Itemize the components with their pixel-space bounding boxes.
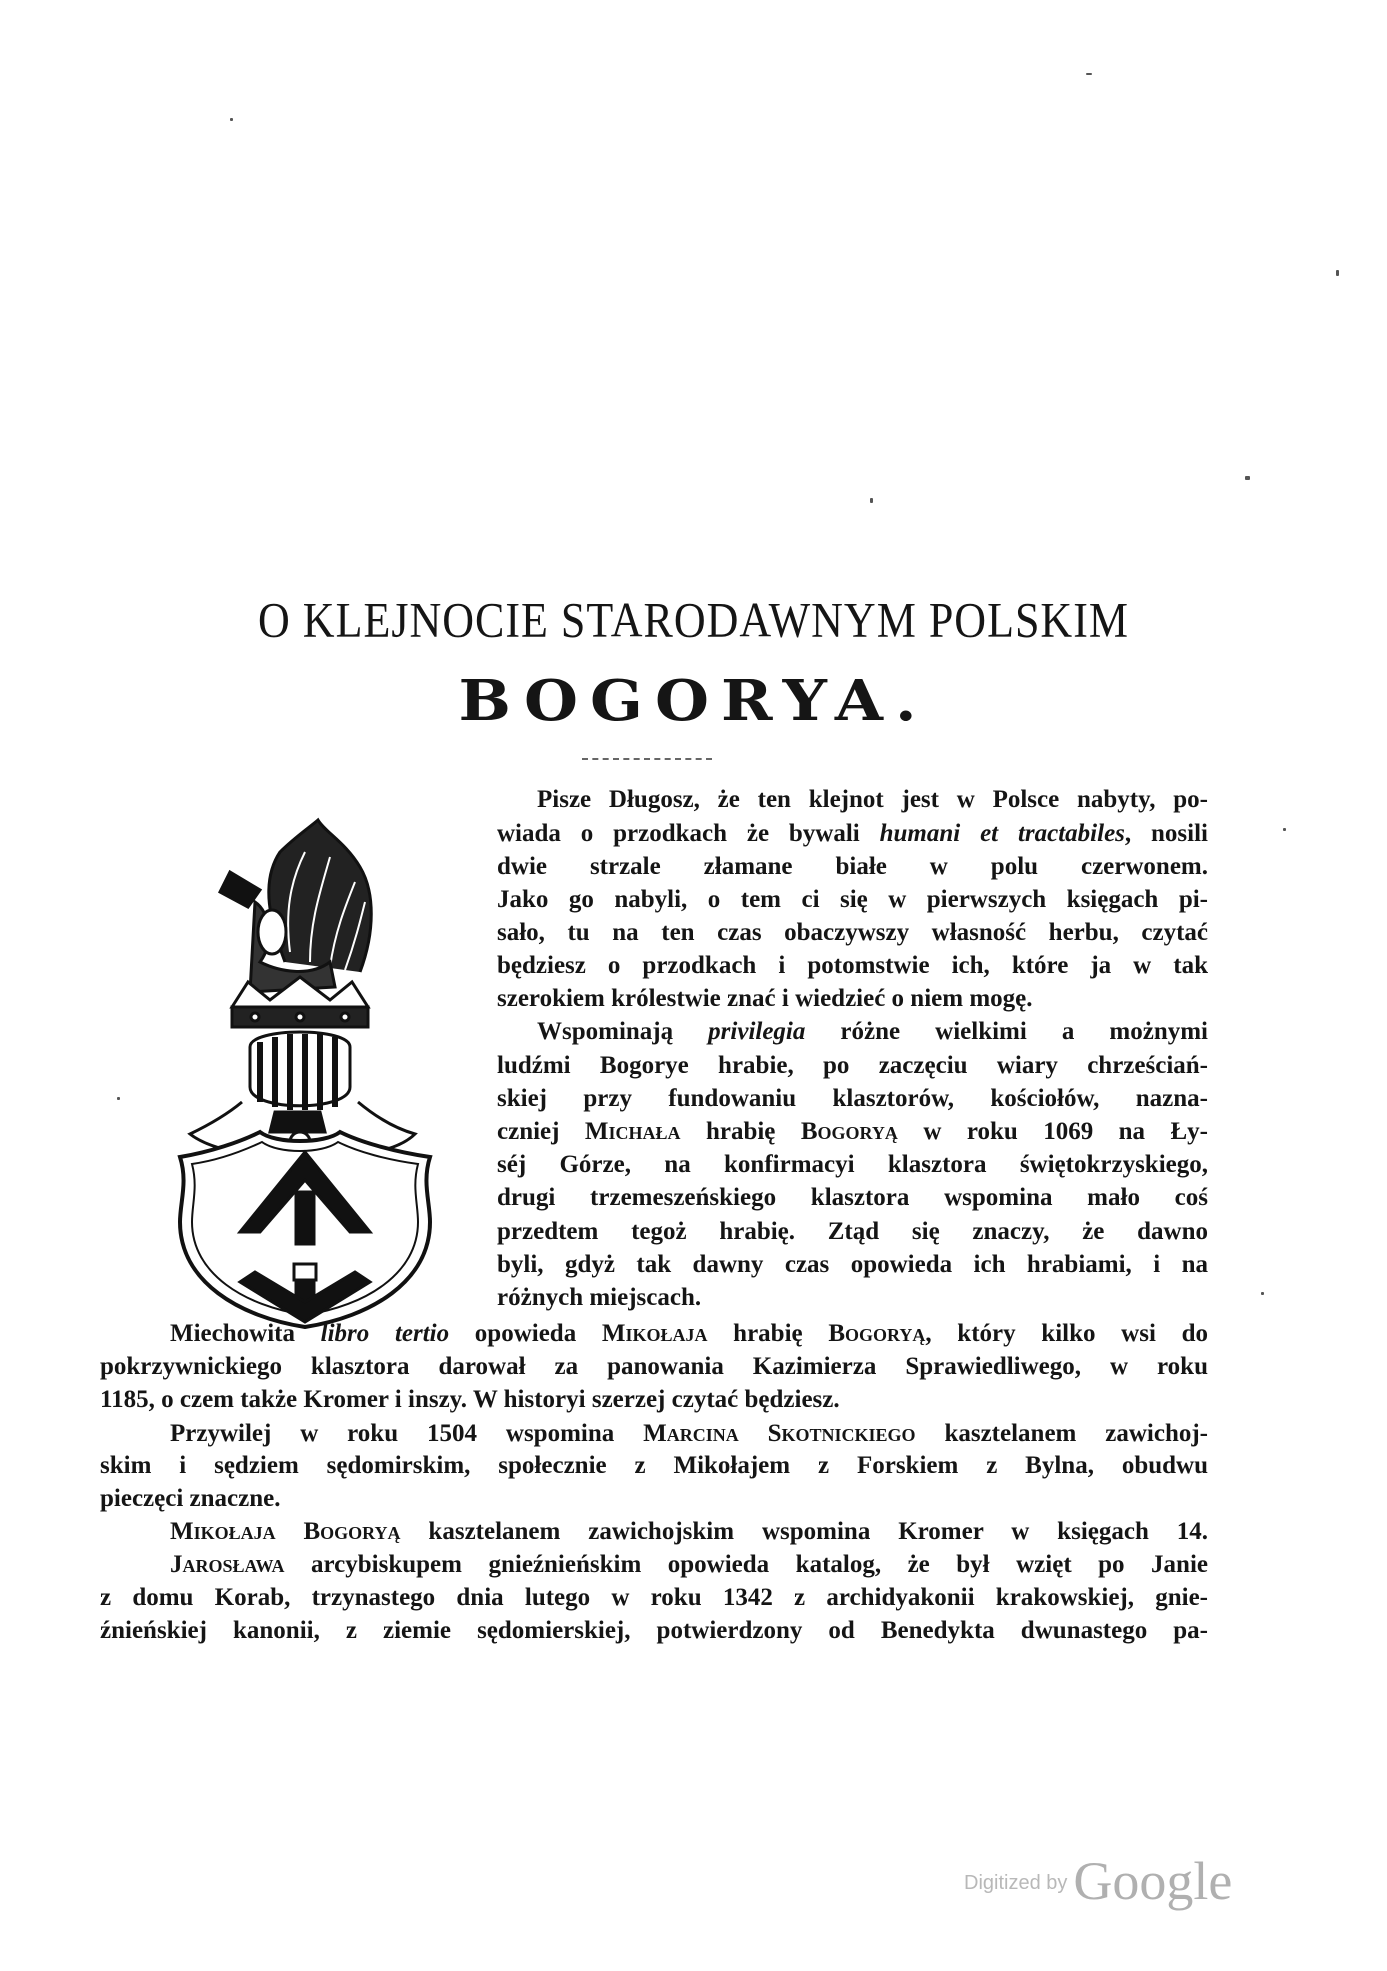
text-line [497,886,1208,914]
text-segment: kasztelanem zawichoj- [915,1420,1209,1447]
text-line [170,1420,1208,1448]
text-segment: Pisze Długosz, że ten klejnot jest w Polsce nabyty, po- [537,786,1208,813]
text-line [170,1551,1208,1579]
text-segment: byli, gdyż tak dawny czas opowieda ich hrabiami, i na [497,1251,1208,1278]
text-segment: Mikołaja [601,1320,708,1347]
text-line [497,1151,1208,1179]
text-segment: różne wielkimi a możnymi [805,1018,1208,1045]
page-subtitle: BOGORYA. [458,667,929,734]
divider-rule [582,758,712,760]
text-segment: Przywilej w roku 1504 wspomina [170,1420,644,1447]
text-line [497,853,1208,881]
text-line [497,820,1208,848]
text-line [100,1353,1208,1381]
text-line [497,952,1208,980]
text-line [100,1584,1208,1612]
digitized-by-google-watermark [964,1850,1232,1920]
text-segment: szerokiem królestwie znać i wiedzieć o niem mogę. [497,985,1033,1012]
text-segment: kasztelanem zawichojskim wspomina Kromer w księgach 14. [400,1518,1208,1545]
text-line [497,919,1208,947]
text-segment: różnych miejscach. [497,1284,702,1311]
text-segment: pokrzywnickiego klasztora darował za panowania Kazimierza Sprawiedliwego, w roku [100,1353,1208,1380]
text-segment: źnieńskiej kanonii, z ziemie sędomierskiej, potwierdzony od Benedykta dwunastego pa- [100,1617,1208,1644]
text-line [537,786,1208,814]
google-logo: Google [1073,1851,1233,1911]
text-line [497,1118,1208,1146]
text-segment: Bogoryą [800,1118,898,1145]
text-segment: séj Górze, na konfirmacyi klasztora świętokrzyskiego, [497,1151,1208,1178]
feather-plume-icon [269,820,371,972]
text-segment: z domu Korab, trzynastego dnia lutego w roku 1342 z archidyakonii krakowskiej, gnie- [100,1584,1208,1611]
text-segment: pieczęci znaczne. [100,1485,281,1512]
text-segment: Wspominają [537,1018,709,1045]
text-line [100,1485,1208,1513]
text-segment: czniej [497,1118,585,1145]
text-segment: arcybiskupem gnieźnieńskim opowieda katalog, że był wzięt po Janie [284,1551,1208,1578]
text-segment: Bogoryą [828,1320,926,1347]
text-segment: , nosili [1124,820,1208,847]
text-segment: 1185, o czem także Kromer i inszy. W historyi szerzej czytać będziesz. [100,1386,840,1413]
text-line [537,1018,1208,1046]
text-line [497,1251,1208,1279]
text-line [497,1184,1208,1212]
text-segment: Michała [584,1118,681,1145]
text-segment: wiada o przodkach że bywali [497,820,880,847]
text-segment: przedtem tegoż hrabię. Ztąd się znaczy, że dawno [497,1218,1208,1245]
text-segment: privilegia [708,1018,806,1045]
text-line [100,1386,1208,1414]
text-segment: Miechowita [170,1320,321,1347]
text-line [497,1284,1208,1312]
text-line [170,1518,1208,1546]
text-segment: opowieda [449,1320,602,1347]
text-segment: hrabię [707,1320,829,1347]
text-segment: libro tertio [320,1320,450,1347]
text-line [170,1320,1208,1348]
text-line [497,1218,1208,1246]
text-line [100,1452,1208,1480]
text-segment: , który kilko wsi do [925,1320,1208,1347]
text-segment: hrabię [680,1118,801,1145]
text-segment: sało, tu na ten czas obaczywszy własność herbu, czytać [497,919,1208,946]
text-segment: ludźmi Bogorye hrabie, po zaczęciu wiary chrześciań- [497,1052,1208,1079]
text-line [497,1052,1208,1080]
text-segment: skiej przy fundowaniu klasztorów, kościołów, nazna- [497,1085,1208,1112]
crown-icon [232,977,368,1027]
text-segment: humani et tractabiles [879,820,1125,847]
text-segment: Marcina Skotnickiego [643,1420,916,1447]
text-line [497,1085,1208,1113]
text-line [100,1617,1208,1645]
page-title: O KLEJNOCIE STARODAWNYM POLSKIM [258,593,1129,648]
text-segment: Mikołaja Bogoryą [170,1518,401,1545]
text-line [497,985,1208,1013]
text-segment: dwie strzale złamane białe w polu czerwonem. [497,853,1208,880]
coat-of-arms-illustration [160,812,450,1332]
text-segment: Jarosława [170,1551,285,1578]
text-segment: skim i sędziem sędomirskim, społecznie z Mikołajem z Forskiem z Bylna, obudwu [100,1452,1208,1479]
watermark-prefix: Digitized by [964,1872,1068,1894]
text-segment: Jako go nabyli, o tem ci się w pierwszych księgach pi- [497,886,1208,913]
text-segment: drugi trzemeszeńskiego klasztora wspomina mało coś [497,1184,1208,1211]
text-segment: w roku 1069 na Ły- [897,1118,1208,1145]
text-segment: będziesz o przodkach i potomstwie ich, które ja w tak [497,952,1208,979]
